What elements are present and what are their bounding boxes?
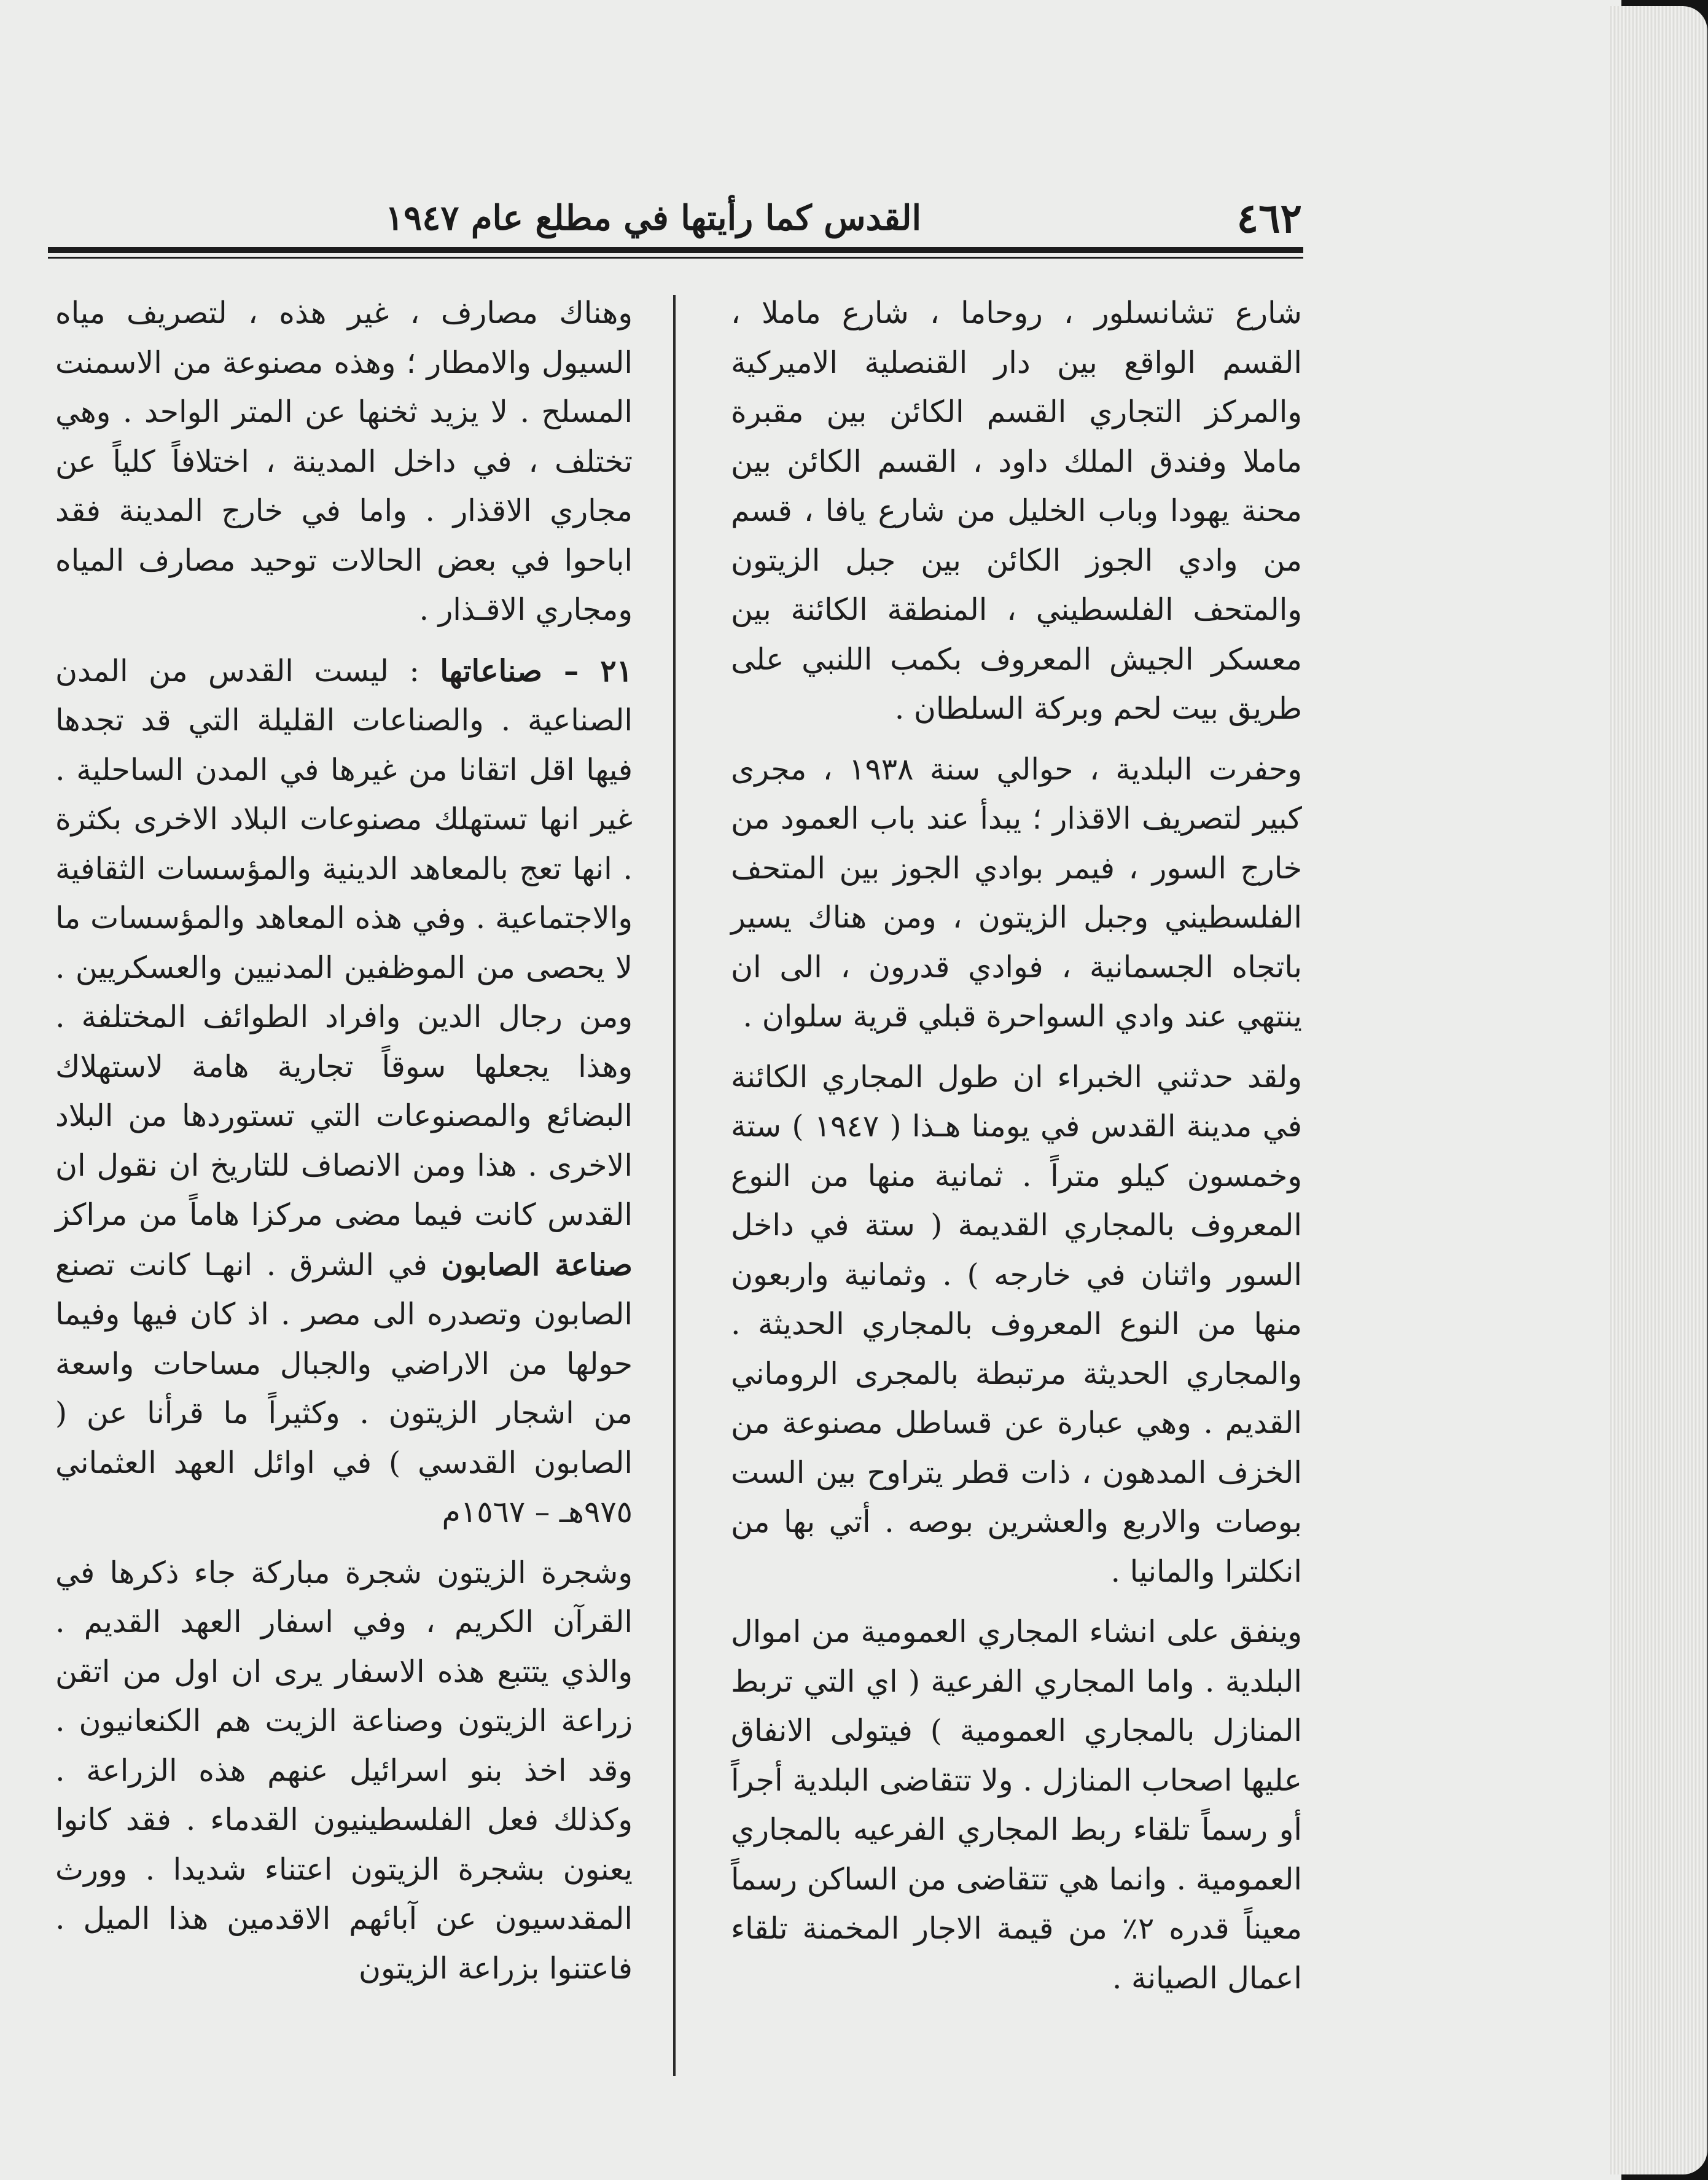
paragraph-sewer-costs: وينفق على انشاء المجاري العمومية من اموال البلدية . واما المجاري الفرعية ( اي التي تربط المنازل بالمجاري العمومية ) فيتولى الانفاق عليها اصحاب المنازل . ولا تتقاضى البلدية أجراً أو رسماً تلقاء ربط المجاري الفرعيه بالمجاري العمومية . وانما هي تتقاضى من الساكن رسماً معيناً قدره ٢٪ من قيمة الاجار المخمنة تلقاء اعمال الصيانة . — [731, 1614, 1302, 1996]
header-rule-thick — [48, 247, 1303, 253]
running-title: القدس كما رأيتها في مطلع عام ١٩٤٧ — [385, 198, 921, 238]
paragraph-streets: شارع تشانسلور ، روحاما ، شارع ماملا ، القسم الواقع بين دار القنصلية الاميركية والمركز التجاري القسم الكائن بين مقبرة ماملا وفندق الملك داود ، القسم الكائن بين محنة يهودا وباب الخليل من شارع يافا ، قسم من وادي الجوز الكائن بين جبل الزيتون والمتحف الفلسطيني ، المنطقة الكائنة بين معسكر الجيش المعروف بكمب اللنبي على طريق بيت لحم وبركة السلطان . — [731, 295, 1302, 726]
page-header — [49, 184, 1302, 252]
right-column — [731, 289, 1302, 2014]
paragraph-rain-drains: وهناك مصارف ، غير هذه ، لتصريف مياه السيول والامطار ؛ وهذه مصنوعة من الاسمنت المسلح . لا يزيد ثخنها عن المتر الواحد . وهي تختلف ، في داخل المدينة ، اختلافاً كلياً عن مجاري الاقذار . واما في خارج المدينة فقد اباحوا في بعض الحالات توحيد مصارف المياه ومجاري الاقـذار . — [55, 295, 633, 627]
industries-text-a: : ليست القدس من المدن الصناعية . والصناعات القليلة التي قد تجدها فيها اقل اتقانا من غيرها في المدن الساحلية . غير انها تستهلك مصنوعات البلاد الاخرى بكثرة . انها تعج بالمعاهد الدينية والمؤسسات الثقافية والاجتماعية . وفي هذه المعاهد والمؤسسات ما لا يحصى من الموظفين المدنيين والعسكريين . ومن رجال الدين وافراد الطوائف المختلفة . وهذا يجعلها سوقاً تجارية هامة لاستهلاك البضائع والمصنوعات التي تستوردها من البلاد الاخرى . هذا ومن الانصاف للتاريخ ان نقول ان القدس كانت فيما مضى مركزا هاماً من مراكز — [55, 653, 633, 1232]
page-edges — [1609, 6, 1707, 2174]
paragraph-main-sewer: وحفرت البلدية ، حوالي سنة ١٩٣٨ ، مجرى كبير لتصريف الاقذار ؛ يبدأ عند باب العمود من خارج السور ، فيمر بوادي الجوز بين المتحف الفلسطيني وجبل الزيتون ، ومن هناك يسير باتجاه الجسمانية ، فوادي قدرون ، الى ان ينتهي عند وادي السواحرة قبلي قرية سلوان . — [731, 751, 1302, 1034]
paragraph-sewer-length: ولقد حدثني الخبراء ان طول المجاري الكائنة في مدينة القدس في يومنا هـذا ( ١٩٤٧ ) ستة وخمسون كيلو متراً . ثمانية منها من النوع المعروف بالمجاري القديمة ( ستة في داخل السور واثنان في خارجه ) . وثمانية واربعون منها من النوع المعروف بالمجاري الحديثة . والمجاري الحديثة مرتبطة بالمجرى الروماني القديم . وهي عبارة عن قساطل مصنوعة من الخزف المدهون ، ذات قطر يتراوح بين الست بوصات والاربع والعشرين بوصه . أتي بها من انكلترا والمانيا . — [731, 1059, 1302, 1589]
header-rule-thin — [48, 257, 1303, 259]
left-column — [55, 289, 633, 2004]
section-heading: صناعاتها — [440, 652, 542, 689]
paragraph-olive-tree: وشجرة الزيتون شجرة مباركة جاء ذكرها في القرآن الكريم ، وفي اسفار العهد القديم . والذي يتتبع هذه الاسفار يرى ان اول من اتقن زراعة الزيتون وصناعة الزيت هم الكنعانيون . وقد اخذ بنو اسرائيل عنهم هذه الزراعة . وكذلك فعل الفلسطينيون القدماء . فقد كانوا يعنون بشجرة الزيتون اعتناء شديدا . وورث المقدسيون عن آبائهم الاقدمين هذا الميل . فاعتنوا بزراعة الزيتون — [55, 1555, 633, 1986]
page-number: ٤٦٢ — [1236, 194, 1302, 242]
soap-industry-emphasis: صناعة الصابون — [441, 1246, 633, 1283]
industries-text-b: في الشرق . انهـا كانت تصنع الصابون وتصدره الى مصر . اذ كان فيها وفيما حولها من الاراضي والجبال مساحات واسعة من اشجار الزيتون . وكثيراً ما قرأنا عن ( الصابون القدسي ) في اوائل العهد العثماني ٩٧٥هـ – ١٥٦٧م — [55, 1247, 633, 1530]
section-number: ٢١ – — [542, 652, 633, 689]
paragraph-industries — [55, 646, 633, 1537]
column-divider — [673, 295, 676, 2076]
